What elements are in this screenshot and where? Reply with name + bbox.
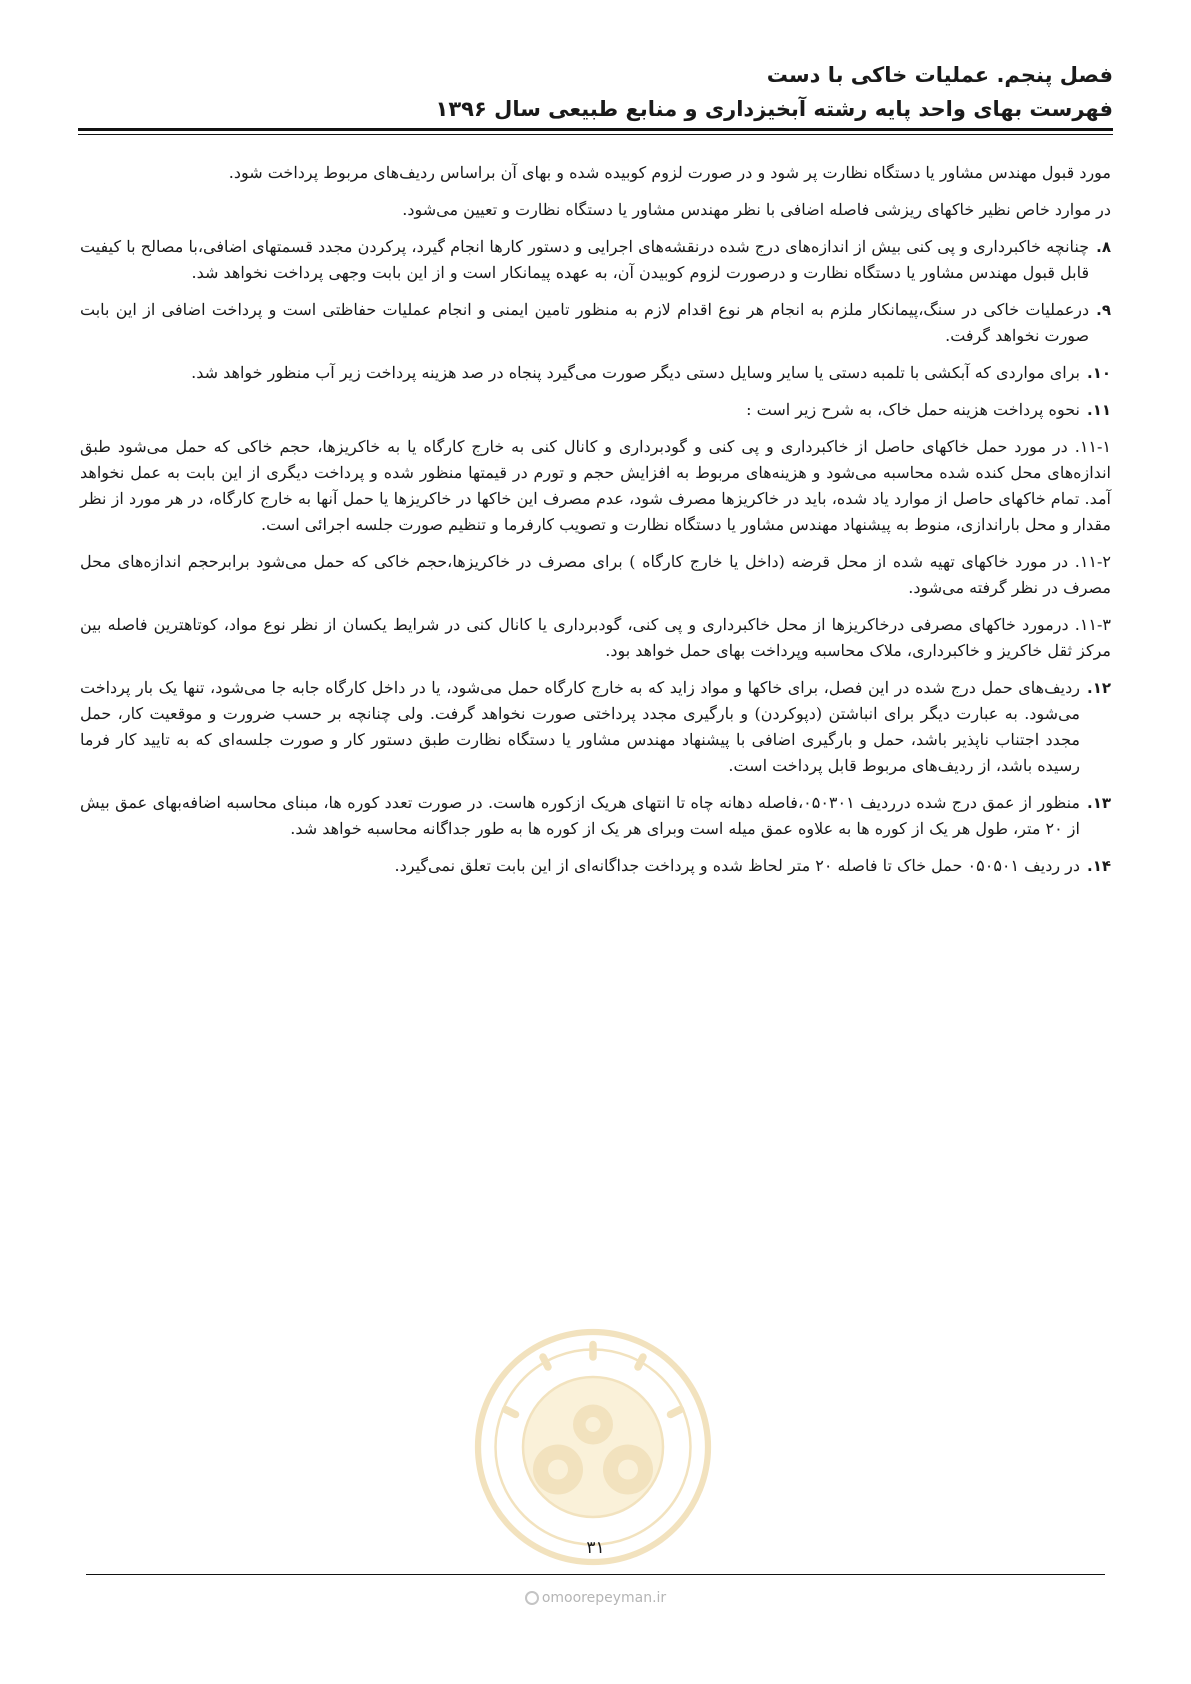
list-item-9 [80, 297, 1111, 349]
sub-item-11-1: ۱۱-۱. در مورد حمل خاکهای حاصل از خاکبرداری و پی کنی و گودبرداری و کانال کنی به خارج کارگاه یا به خاکریزها، حجم خاکی که حمل می‌شود طبق اندازه‌های محل کنده شده محاسبه می‌شود و هزینه‌های مربوط به افزایش حجم و تورم در قیمتها منظور شده و پرداخت دیگری از این بابت به عمل نخواهد آمد. تمام خاکهای حاصل از موارد یاد شده، باید در خاکریزها مصرف شود، عدم مصرف این خاکها در خاکریزها یا حمل آنها به خارج کارگاه، در هر مورد از نظر مقدار و محل باراندازی، منوط به پیشنهاد مهندس مشاور یا دستگاه نظارت و تصویب کارفرما و تنظیم صورت جلسه اجرائی است. [80, 437, 1112, 534]
paragraph-continuation: مورد قبول مهندس مشاور یا دستگاه نظارت پر شود و در صورت لزوم کوبیده شده و بهای آن براساس ردیف‌های مربوط پرداخت شود. [228, 163, 1111, 182]
item-text: برای مواردی که آبکشی با تلمبه دستی یا سایر وسایل دستی دیگر صورت می‌گیرد پنجاه در صد هزینه پرداخت زیر آب منظور خواهد شد. [191, 363, 1080, 382]
item-number: ۹. [1096, 301, 1111, 319]
item-number: ۱۳. [1086, 794, 1111, 812]
sub-item-11-2: ۱۱-۲. در مورد خاکهای تهیه شده از محل قرضه (داخل یا خارج کارگاه ) برای مصرف در خاکریزها،حجم خاکی که حمل می‌شود برابرحجم اندازه‌های محل مصرف در نظر گرفته می‌شود. [80, 552, 1111, 597]
list-item-14 [80, 853, 1111, 879]
list-item-13 [80, 790, 1111, 842]
list-item-11 [80, 397, 1111, 423]
chapter-title: فصل پنجم. عملیات خاکی با دست [766, 63, 1113, 87]
page-header [78, 58, 1113, 126]
header-rule-thin [78, 134, 1113, 135]
document-subtitle: فهرست بهای واحد پایه رشته آبخیزداری و منابع طبیعی سال ۱۳۹۶ [435, 97, 1113, 121]
item-text: درعملیات خاکی در سنگ،پیمانکار ملزم به انجام هر نوع اقدام لازم به منظور تامین ایمنی و انجام عملیات حفاظتی است و پرداخت اضافی از این بابت صورت نخواهد گرفت. [80, 300, 1090, 345]
item-text: در ردیف ۰۵۰۵۰۱ حمل خاک تا فاصله ۲۰ متر لحاظ شده و پرداخت جداگانه‌ای از این بابت تعلق نمی‌گیرد. [394, 856, 1080, 875]
body-content [80, 160, 1111, 890]
item-text: چنانچه خاکبرداری و پی کنی بیش از اندازه‌های درج شده درنقشه‌های اجرایی و دستور کارها انجام گیرد، پرکردن مجدد قسمتهای اضافی،با مصالح با کیفیت قابل قبول مهندس مشاور یا دستگاه نظارت و درصورت لزوم کوبیدن آن، به عهده پیمانکار است و از این بابت وجهی پرداخت نخواهد شد. [80, 237, 1090, 282]
paragraph-special-cases: در موارد خاص نظیر خاکهای ریزشی فاصله اضافی با نظر مهندس مشاور یا دستگاه نظارت و تعیین می‌شود. [402, 200, 1111, 219]
item-number: ۸. [1096, 238, 1111, 256]
item-text: ردیف‌های حمل درج شده در این فصل، برای خاکها و مواد زاید که به خارج کارگاه حمل می‌شود، یا در داخل کارگاه جابه جا می‌شود، تنها یک بار پرداخت می‌شود. به عبارت دیگر برای انباشتن (دپوکردن) و بارگیری مجدد پرداختی صورت نخواهد گرفت. ولی چنانچه بر حسب ضرورت و موقعیت کار، حمل مجدد اجتناب ناپذیر باشد، حمل و بارگیری اضافی با پیشنهاد مهندس مشاور یا دستگاه نظارت طبق دستور کار و صورت جلسه‌ای که به تایید کار فرما رسیده باشد، از ردیف‌های مربوط قابل پرداخت است. [80, 678, 1080, 775]
list-item-8 [80, 234, 1111, 286]
sub-item-11-3: ۱۱-۳. درمورد خاکهای مصرفی درخاکریزها از محل خاکبرداری و پی کنی، گودبرداری یا کانال کنی در شرایط یکسان از نظر نوع مواد، کوتاهترین فاصله بین مرکز ثقل خاکریز و خاکبرداری، ملاک محاسبه وپرداخت بهای حمل خواهد بود. [80, 615, 1111, 660]
page-number: ۳۱ [586, 1538, 605, 1558]
at-sign-icon [525, 1591, 539, 1605]
header-rule-thick [78, 128, 1113, 131]
item-number: ۱۱. [1086, 401, 1111, 419]
item-text: منظور از عمق درج شده درردیف ۰۵۰۳۰۱،فاصله دهانه چاه تا انتهای هریک ازکوره هاست. در صورت تعدد کوره ها، مبنای محاسبه اضافه‌بهای عمق بیش از ۲۰ متر، طول هر یک از کوره ها به علاوه عمق میله است وبرای هر یک از کوره ها به طور جداگانه محاسبه خواهد شد. [80, 793, 1080, 838]
item-number: ۱۲. [1086, 679, 1111, 697]
list-item-12 [80, 675, 1111, 779]
gear-seal-logo-icon [468, 1322, 718, 1572]
brand-text: omoorepeyman.ir [541, 1590, 667, 1606]
footer-rule [86, 1574, 1105, 1575]
item-number: ۱۴. [1086, 857, 1111, 875]
item-number: ۱۰. [1086, 364, 1111, 382]
footer-brand [0, 1590, 1191, 1606]
item-text: نحوه پرداخت هزینه حمل خاک، به شرح زیر است : [746, 400, 1080, 419]
list-item-10 [80, 360, 1111, 386]
